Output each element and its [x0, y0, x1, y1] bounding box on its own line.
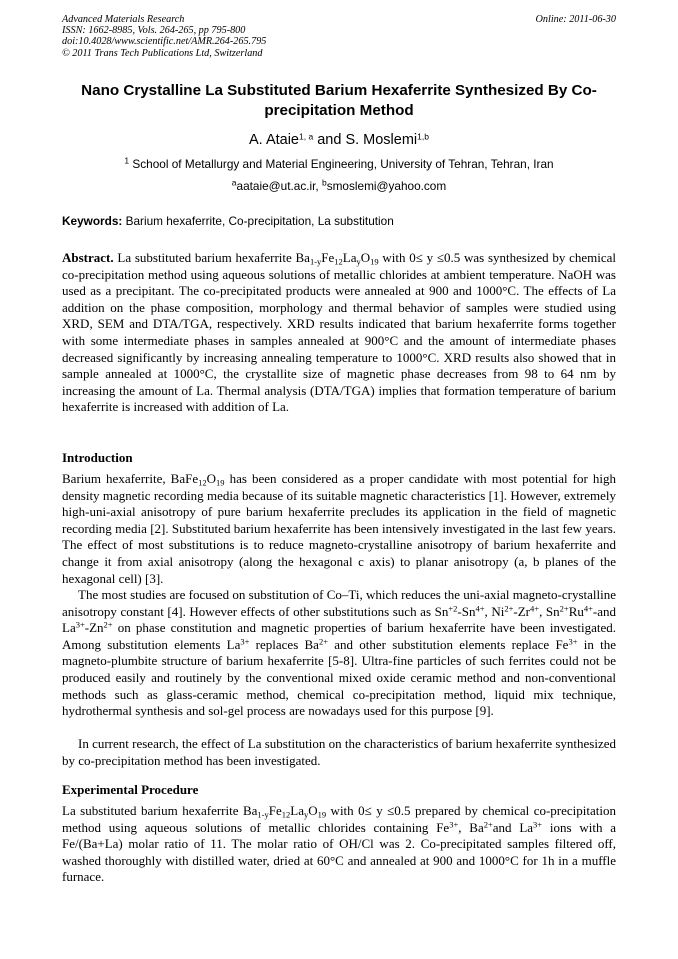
abstract-text: O — [360, 250, 371, 265]
paragraph-text: with 0≤ y ≤0.5 prepared by chemical co-precipitation method using aqueous solutions of metallic chlorides containing Fe — [62, 803, 617, 835]
email-a-marker: a — [231, 177, 237, 188]
doi-line: doi:10.4028/www.scientific.net/AMR.264-265.795 — [62, 36, 267, 48]
affiliation-marker: 1 — [124, 155, 130, 166]
paragraph-text: , Ba — [458, 819, 484, 835]
keywords-label: Keywords: — [62, 214, 123, 228]
author-separator: and — [313, 132, 346, 148]
superscript: 3+ — [533, 819, 543, 830]
affiliation-text: School of Metallurgy and Material Engineering, University of Tehran, Tehran, Iran — [129, 157, 554, 171]
subscript: 1-y — [257, 809, 269, 820]
paragraph-text: replaces Ba — [249, 636, 319, 652]
abstract-label: Abstract. — [62, 250, 114, 265]
author-1-affil: 1, a — [299, 131, 314, 142]
subscript: 19 — [370, 256, 379, 267]
subscript: 1-y — [309, 256, 322, 267]
superscript: 2+ — [483, 819, 493, 830]
subscript: 19 — [216, 477, 225, 488]
email-b[interactable]: smoslemi@yahoo.com — [326, 179, 447, 193]
paragraph-text: in the magneto-plumbite structure of barium hexaferrite [5-8]. Ultra-fine particles of such ferrites could not be produced easily and routinely by the conventional mixed oxide ceramic method and non-conventional methods such as glass-ceramic method, chemical co-precipitation method, liquid mix technique, hydrothermal synthesis and sol-gel process are nowadays used for this purpose [9]. — [62, 636, 617, 719]
superscript: 4+ — [530, 603, 540, 614]
author-emails — [62, 178, 616, 194]
section-heading-experimental: Experimental Procedure — [62, 782, 199, 797]
author-list — [62, 131, 616, 149]
superscript: 3+ — [568, 636, 578, 647]
intro-paragraph-2 — [62, 587, 616, 720]
paragraph-text: , Sn — [539, 603, 560, 619]
superscript: 2+ — [103, 619, 113, 630]
intro-paragraph-3: In current research, the effect of La substitution on the characteristics of barium hexaferrite synthesized by co-precipitation method has been investigated. — [62, 736, 616, 768]
journal-name: Advanced Materials Research — [62, 14, 185, 25]
author-2: S. Moslemi — [345, 132, 418, 148]
subscript: 12 — [281, 809, 291, 820]
paragraph-text: La — [290, 803, 304, 818]
paragraph-text: La substituted barium hexaferrite Ba — [62, 803, 258, 818]
experimental-paragraph-1 — [62, 803, 616, 886]
paragraph-text: -Zr — [513, 603, 531, 619]
superscript: 4+ — [475, 603, 485, 614]
superscript: +2 — [448, 603, 458, 614]
subscript: 12 — [334, 256, 343, 267]
section-heading-introduction: Introduction — [62, 450, 133, 465]
intro-paragraph-1 — [62, 471, 616, 587]
paragraph-text: has been considered as a proper candidate with most potential for high density magnetic recording media because of its suitable magnetic characteristics [1]. However, extremely high-uni-axial anisotropy of pure barium hexaferrite precludes its application in the field of magnetic recording media [2]. Substituted barium hexaferrite has been intensively investigated in the last few years. The effect of most substitutions is to reduce magneto-crystalline anisotropy of barium hexaferrite and change it from axial anisotropy (along the hexagonal c axis) to planar anisotropy (a, b planes of the hexagonal cell) [3]. — [62, 471, 616, 586]
author-2-affil: 1,b — [417, 131, 429, 142]
abstract-text: La — [342, 250, 357, 265]
subscript: y — [303, 809, 309, 820]
online-date: Online: 2011-06-30 — [535, 14, 616, 25]
abstract — [62, 250, 616, 416]
affiliation — [62, 156, 616, 172]
superscript: 3+ — [240, 636, 250, 647]
paragraph-text: ions with a Fe/(Ba+La) molar ratio of 11. The molar ratio of OH/Cl was 2. Co-precipitated samples filtered off, washed thoroughly with distilled water, dried at 60°C and annealed at 900 and 1000°C for 1h in a muffle furnace. — [62, 819, 616, 885]
email-b-marker: b — [321, 177, 327, 188]
paragraph-text: Ru — [568, 603, 584, 619]
paragraph-text: The most studies are focused on substitution of Co–Ti, which reduces the uni-axial magneto-crystalline anisotropy constant [4]. However effects of other substitutions such as Sn — [62, 587, 616, 619]
superscript: 4+ — [583, 603, 593, 614]
issn-line: ISSN: 1662-8985, Vols. 264-265, pp 795-800 — [62, 25, 246, 37]
abstract-text: with 0≤ y ≤0.5 was synthesized by chemical co-precipitation method using aqueous solutions of metallic chlorides at ambient temperature. NaOH was used as a precipitant. The co-precipitated products were annealed at 900 and 1000°C. The effects of La addition on the phase composition, morphology and thermal behavior of samples were studied using XRD, SEM and DTA/TGA, respectively. XRD results indicated that barium hexaferrite forms together with some intermediate phases in samples annealed at 900°C and the amount of intermediate phases decreased significantly by increasing annealing temperature to 1000°C. XRD results also showed that in sample annealed at 1000°C, the crystallite size of magnetic phase decreases from 98 to 64 nm by increasing the amount of La. Thermal analysis (DTA/TGA) implies that formation temperature of barium hexaferrite is increased with addition of La. — [62, 250, 616, 415]
superscript: 3+ — [449, 819, 459, 830]
subscript: 19 — [317, 809, 327, 820]
copyright-line: © 2011 Trans Tech Publications Ltd, Switzerland — [62, 47, 263, 59]
paragraph-text: O — [206, 471, 217, 486]
keywords-text: Barium hexaferrite, Co-precipitation, La substitution — [122, 214, 394, 228]
paragraph-text: Fe — [268, 803, 282, 818]
paragraph-text: -Zn — [84, 620, 104, 636]
paragraph-text: and other substitution elements replace Fe — [328, 636, 569, 652]
paper-title: Nano Crystalline La Substituted Barium Hexaferrite Synthesized By Co-precipitation Method — [81, 82, 597, 119]
superscript: 2+ — [318, 636, 329, 647]
abstract-text: Fe — [321, 250, 335, 265]
paragraph-text: and La — [492, 819, 534, 835]
paragraph-text: -and La — [62, 603, 617, 636]
keywords — [62, 213, 616, 229]
paragraph-text: on phase constitution and magnetic properties of barium hexaferrite have been investigated. Among substitution elements La — [62, 620, 616, 652]
author-1: A. Ataie — [249, 132, 299, 148]
email-a[interactable]: aataie@ut.ac.ir, — [236, 179, 322, 193]
paragraph-text: -Sn — [457, 603, 476, 619]
paragraph-text: , Ni — [484, 603, 505, 619]
superscript: 2+ — [504, 603, 514, 614]
subscript: y — [356, 256, 361, 267]
superscript: 3+ — [75, 619, 85, 630]
abstract-text: La substituted barium hexaferrite Ba — [113, 250, 310, 265]
superscript: 2+ — [559, 603, 569, 614]
paragraph-text: O — [308, 803, 318, 818]
paragraph-text: Barium hexaferrite, BaFe — [62, 471, 199, 486]
subscript: 12 — [198, 477, 207, 488]
journal-header — [62, 14, 616, 59]
